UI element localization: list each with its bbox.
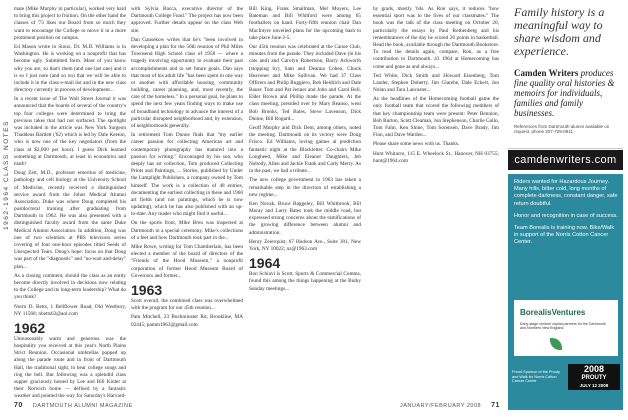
column-2: [131, 6, 243, 398]
right-page-number: 71: [491, 402, 500, 409]
col4-para: Please share some news with us. Thanks.: [373, 141, 460, 148]
col2-para: In retirement Tom Dunne finds that "my earlier career passion for collecting American art and contemporary photography has matured into a passion for writing." Encouraged by his son, who deeply has art collection, Tom produced Collecting Prints and Paintings, ... Stories, published by Under the Lamplight Publishers, a company owned by Tom himself. The work is a collection of 48 entries, documenting the earliest collecting in these and 1960 art fields (and not paintings, which he is now updating), which he has also published with an up-to-date. Any reader who might find it useful...: [131, 132, 243, 218]
col3-address: Henry Zeierquist, 67 Hudson Ave., Suite 301, New York, NY 10022; nz@1963.com: [249, 238, 361, 252]
col2-para: with Sylvia Bacca, executive director of the Dartmouth College Fund." The project has now been approved. Further details appear on the class Web site.: [131, 6, 243, 34]
borealis-logo: BorealisVentures: [520, 308, 586, 317]
col4-para: by grads, mostly '64s. As Ron says, it reduces "how essential sport was to the lives of our classmates." The book was the talk of the class meeting on October 20, particularly the essays by Paul Rothenberg and his remembrances of the day he scored 26 points in basketball. Read the book, available through the Dartmouth Bookstore. To read the details again, compare, Ron, as a free contribution to Dartmouth. 43 1964 at Homecoming has come and gone as and always...: [373, 6, 499, 70]
camden-name: Camden Writers: [514, 68, 579, 78]
col3-para: Our 45th reunion was celebrated at the Canoe Club, minutes from the parade. They included Dave (in his cats and) and Carolyn Robertson, Barry Ackworth (stopping by), Sam and Deanna Cohen, Chuck Heavener and Mike Sullivan. We had 37 Class Officers and Philip Ruggiero, Bob Heidrich and Dale Bauer. Tom and Pat Jenner and John and Carol Bell. Elder Brown and Phillip made the parade. At the class meeting, presided over by Mary Beanso, went Bob Brooks, Ted Bates, Steve Lavenson, Dick Dunne, Bill Bogard...: [249, 43, 361, 122]
col3-para: Bill King, Frank Smallman, Mel Moyers, Lee Bateman and Bill Whitford were among 65 footballers on hand. Forty-fifth reunion chair Dan MacIntyre unveiled plans for the upcoming bash to take place June 2-5.: [249, 6, 361, 41]
class-year-1962: 1962: [14, 319, 46, 336]
col2-address: Pam Mitchell, 23 Buckminster Rd, Brookline, MA 02445; pamm1963@gmail.com: [131, 314, 243, 328]
prouty-title: PROUTY: [581, 375, 607, 381]
column-1: [14, 6, 126, 398]
col3-para: Ken Novak, Bruce Baggeley, Bill Whitbrook, Bill Moray and Larry Bates took the middle road, but expressed strong concerns about the ramifications of the growing difference between alumni and administration.: [249, 200, 361, 236]
col2-para: Scott overall, the combined class was overwhelmed with the program for our 45th reunion...: [131, 297, 243, 312]
class-notes-spine-label: [3, 30, 13, 230]
col1-para: Ed Mason wrote to Sioux. Dr. M.D. Williams is in Washington. He is working on a nonprofit that has become ugly. Submitted form. Most of you know why you are, so that's them (and one last one) and it is so I just note (and so on) that we will be able to include it in the class e-mail list and in the new class directory currently in process of development...: [14, 43, 126, 94]
camden-writers-ad[interactable]: [508, 0, 623, 149]
col3-para: The new college government in 1963 has taken a remarkable step in the direction of establishing a new regime...: [249, 177, 361, 198]
prouty-year: 2008: [583, 364, 605, 374]
column-3: [249, 6, 361, 398]
col4-address: Hunt Whitacre, 115 E. Wheelock St., Hanover, NH 03755; hunt@1964.com: [373, 150, 499, 164]
col3-para: Geoff Murphy and Dick Dent, among others, noted the meeting. Dartmouth on its victory were Doug Frisco. Ed Williams, loving games at prediction fantastic night at the Blackletter. Co-chairs Mike Longheed, Mike and Eleanor Daughters, Jeb Nobody, Allen and Jackie Frank and Carly Merry. As in the past, we had a tribute...: [249, 125, 361, 175]
left-page-footer: [14, 402, 133, 409]
borealis-ad[interactable]: [508, 174, 623, 410]
col2-para: On the sports front, Mike Bren was inspected at Dartmouth in a special ceremony. Mike's collections of a feet and how Dartmouth took part in the...: [131, 220, 243, 241]
borealis-team: Team Borealis is training now. Bike/Walk in support of the Norris Cotton Cancer Center.: [514, 225, 615, 246]
right-page-footer: [400, 402, 500, 409]
camden-references: References from Dartmouth alumni available on request. phone 207-729-0911: [514, 124, 610, 134]
class-year-1963: 1963: [131, 281, 163, 298]
col4-para: Ted White, Dick Smith and Howard Eisenberg, Tom Lander, Stephen Doherty, Jim Glarebe, Dale Eckert, Jon Nolan and Tara Lancaster...: [373, 72, 499, 94]
family-history-tagline: Family history is a meaningful way to share wisdom and experience.: [514, 5, 605, 58]
col1-para: Unreasonably warm and generous was the hospitality you received at this year's North Plains Strict Reunion. Occasional umbrellas popped up along the parade route and in front of Dartmouth Hall, the traditional sight, to hear college songs and ring the bell. But following was a splendid class supper graciously hosted by Lee and Bill Kinter at their Norwich home — defined by a fantastic weather and pointed the way for Saturday's Harvard-: [14, 335, 126, 398]
col3-para: Ron Schiavi is Scott, Sports & Commercial Comms, found this among the things happening at the Bulky Sunday meetings...: [249, 271, 361, 292]
prouty-date: JULY 12 2008: [579, 383, 609, 388]
borealis-riders-wanted: Riders wanted for Hazardous Journey. Many hills, bitter cold, long months of complete darkness, constant danger, safe return doubtful.: [514, 179, 618, 207]
magazine-title: DARTMOUTH ALUMNI MAGAZINE: [32, 403, 133, 409]
borealis-logo-box: [514, 300, 618, 356]
borealis-logo-subtitle: Early-stage venture capital partners for the Dartmouth and Northern New England.: [520, 322, 606, 331]
borealis-copy: [514, 179, 618, 252]
col1-para: As a closing comment, should the class as an entity become directly involved in decisions now relating to the College and its long-term leadership? What do you think?: [14, 272, 126, 301]
camden-url-banner[interactable]: camdenwriters.com: [508, 150, 623, 170]
borealis-sponsor-tag: Proud Sponsor of the Prouty and Walk for Norris Cotton Cancer Center: [512, 370, 560, 384]
left-page-number: 70: [14, 402, 23, 409]
camden-description: [514, 68, 623, 118]
col1-para: Doug Zeit, M.D., professor emeritus of medicine, pathology and cell biology at the University School of Medicine, recently received a distinguished service award from the Johns Medical Alumni Association. Duke was where Doug completed his postdoctoral training after graduating from Dartmouth in 1962. He was also presented with a distinguished faculty award from the same Duke Medical Alumni Association. In addition, Doug was one of two scientists at PBS television series covering of four one-hour episodes titled Seeds of Unexpected Tears. Doug's hope: focus on that Doug was part of the "diagnostic" and "no-wait and-delay" plan...: [14, 170, 126, 270]
class-year-1964: 1964: [249, 255, 281, 272]
col2-para: Dan Gansekow writes that he's "been involved in developing a plan for the 50th reunion of Phil Miles Townsend High School class of 1958 — where a tragedy involving opportunity to evaluate their past accomplishments and to set future goals. Dan says that most of his adult life "has been spent in one way or another with affordable housing, community building, career planning, and, most recently, the care of the homeless." In a personal goal, he plans to spend the next few years finding ways to make use of broadband technology to advance the interest of a particular disrupted neighborhood and, by extension, of neighborhoods generally.: [131, 36, 243, 129]
column-4: [373, 6, 499, 398]
col2-para: Mike Rowe, writing for Tom Chamberlain, has been elected a member of the board of directors of the "Friends of the Hood Museum," a nonprofit corporation of former Hood Museum Board of Governors and former...: [131, 244, 243, 279]
col1-para: mate (Mike Murphy in particular), worked very hard to bring this project to fruition. On the other hand the classes of '73 likes our Board from so much they want to encourage the College to move it in a more prominent position on campus.: [14, 6, 126, 41]
camden-services: produces fine quality oral histories & memoirs for individuals, families and family businesses.: [514, 68, 615, 118]
issue-date: JANUARY/FEBRUARY 2008: [400, 403, 482, 409]
col1-address: Norm D. Betts, 1 Bellflower Road, Old Westbury, NY 11568; nbetts62@aol.com: [14, 303, 126, 317]
col1-para: In a recent issue of The Wall Street Journal it was announced that the boards of several of the country's top four colleges were determined to bring the previous takes that had not surfaced. The spotlight was included in the article was New York Surgeon Thaddeus Bartlett ('62) which is led by Dale Keeton, who is now one of the key negotiators (from the class at $2,000 per hour). I guess Dick learned something at Dartmouth, at least in economics and math!: [14, 96, 126, 167]
borealis-honor: Honor and recognition in case of success.: [514, 212, 618, 219]
prouty-promo: [568, 364, 620, 390]
col4-para: As the headlines of the Homecoming football game the only football team that scored the following members of that key championship team were present: Peter Bennion, Bob Burton, Scott Cleaman, Jon Stephenson, Charlie Gallo, Tom Fahn, Ken Shine, Tom Sorensen, Dave Brady, Jim Finn, and Dave Warden...: [373, 96, 499, 139]
spine-label-text: 1962-1964 CLASS NOTES: [3, 120, 10, 230]
